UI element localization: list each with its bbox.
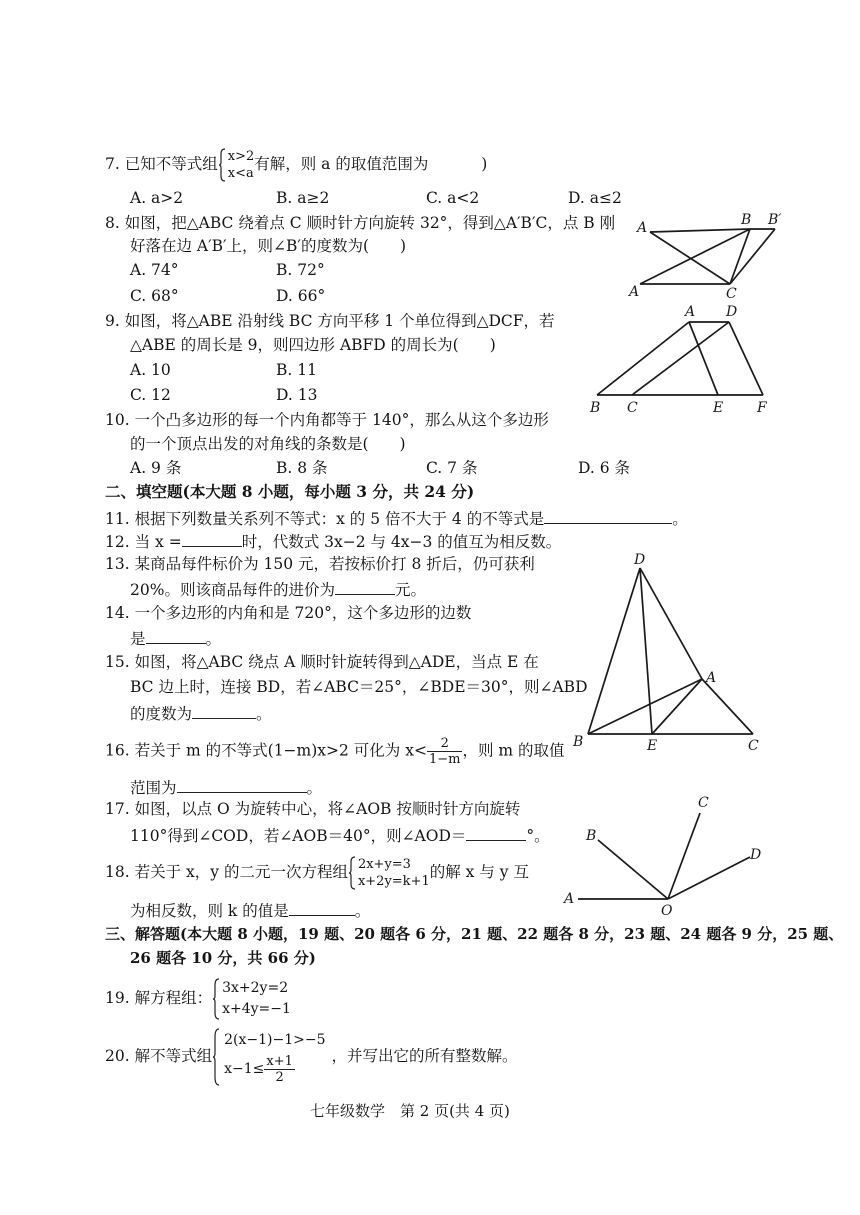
q11: 11. 根据下列数量关系列不等式：x 的 5 倍不大于 4 的不等式是 。 xyxy=(105,507,688,529)
q8-stem-line2: 好落在边 A′B′上，则∠B′的度数为( ) xyxy=(130,237,407,255)
q10-stem-line2: 的一个顶点出发的对角线的条数是( ) xyxy=(130,435,406,453)
q19: 19. 解方程组： 3x+2y=2 x+4y=−1 xyxy=(105,978,291,1020)
q7-system: x>2 x<a xyxy=(218,148,255,182)
q17-figure xyxy=(558,795,773,919)
q7-option-b: B. a≥2 xyxy=(276,189,330,207)
q8-option-a: A. 74° xyxy=(130,261,179,279)
q9-label-f: F xyxy=(757,400,767,416)
page-footer: 七年级数学 第 2 页(共 4 页) xyxy=(310,1102,510,1120)
q20-system: 2(x−1)−1>−5 x−1≤ $\frac{x+1}{2}$ xyxy=(212,1028,325,1086)
q8-label-a: A xyxy=(629,284,640,300)
q17-label-a: A xyxy=(564,891,575,907)
q16-line1: 16. 若关于 m 的不等式(1−m)x>2 可化为 x< $\frac{2}{1-m}$ ，则 m 的取值 xyxy=(105,736,565,767)
section-3-heading-line2: 26 题各 10 分，共 66 分) xyxy=(130,949,316,967)
q8-label-c: C xyxy=(726,286,737,302)
q18-system: 2x+y=3 x+2y=k+1 xyxy=(348,856,430,890)
q17-answer-blank[interactable] xyxy=(466,824,526,841)
q8-label-b-prime: B′ xyxy=(768,212,782,228)
q9-option-d: D. 13 xyxy=(276,386,318,404)
q10-option-d: D. 6 条 xyxy=(578,459,631,477)
q15-label-d: D xyxy=(634,552,646,568)
q16-answer-blank[interactable] xyxy=(177,776,307,793)
q20: 20. 解不等式组 2(x−1)−1>−5 x−1≤ $\frac{x+1}{2}$ ，并写出它的所有整数解。 xyxy=(105,1028,518,1086)
q14-line2: 是 。 xyxy=(130,627,221,649)
q15-label-c: C xyxy=(748,738,759,754)
q17-label-d: D xyxy=(750,847,762,863)
q13-answer-blank[interactable] xyxy=(335,578,395,595)
q8-label-a-prime: A xyxy=(637,220,648,236)
q9-option-b: B. 11 xyxy=(276,361,317,379)
q17-label-b: B xyxy=(586,828,597,844)
q15-line1: 15. 如图，将△ABC 绕点 A 顺时针旋转得到△ADE，当点 E 在 xyxy=(105,653,539,671)
q8-option-b: B. 72° xyxy=(276,261,325,279)
q16-line2: 范围为 。 xyxy=(130,776,322,798)
q20-fraction: $\frac{x+1}{2}$ xyxy=(266,1053,293,1085)
q15-label-b: B xyxy=(573,734,584,750)
q9-stem-line1: 9. 如图，将△ABE 沿射线 BC 方向平移 1 个单位得到△DCF，若 xyxy=(105,312,555,330)
q7-stem: 7. 已知不等式组 x>2 x<a 有解，则 a 的取值范围为 ) xyxy=(105,149,488,181)
q18-answer-blank[interactable] xyxy=(289,899,355,916)
q7-option-a: A. a>2 xyxy=(130,189,184,207)
q9-option-c: C. 12 xyxy=(130,386,171,404)
q9-label-c: C xyxy=(627,400,638,416)
q17-line1: 17. 如图，以点 O 为旋转中心，将∠AOB 按顺时针方向旋转 xyxy=(105,800,521,818)
q15-figure xyxy=(570,552,770,756)
q12: 12. 当 x = 时，代数式 3x−2 与 4x−3 的值互为相反数。 xyxy=(105,530,561,552)
q10-option-a: A. 9 条 xyxy=(130,459,182,477)
q15-line2: BC 边上时，连接 BD，若∠ABC＝25°，∠BDE＝30°，则∠ABD xyxy=(130,678,588,696)
q10-stem-line1: 10. 一个凸多边形的每一个内角都等于 140°，那么从这个多边形 xyxy=(105,411,549,429)
q9-label-b: B xyxy=(590,400,601,416)
q15-label-a: A xyxy=(706,670,717,686)
q8-stem-line1: 8. 如图，把△ABC 绕着点 C 顺时针方向旋转 32°，得到△A′B′C，点 B 刚 xyxy=(105,214,616,232)
q15-label-e: E xyxy=(647,738,658,754)
q13-line2: 20%。则该商品每件的进价为 元。 xyxy=(130,578,426,600)
q8-figure xyxy=(625,212,795,302)
q17-label-o: O xyxy=(661,903,673,919)
q12-answer-blank[interactable] xyxy=(182,530,242,547)
q19-system: 3x+2y=2 x+4y=−1 xyxy=(212,978,291,1020)
q16-fraction: $\frac{2}{1-m}$ xyxy=(428,736,461,767)
q9-figure xyxy=(585,304,785,418)
q15-answer-blank[interactable] xyxy=(192,702,256,719)
q7-number: 7. xyxy=(105,155,120,173)
q8-label-b: B xyxy=(741,212,752,228)
q7-option-d: D. a≤2 xyxy=(568,189,622,207)
q9-label-e: E xyxy=(713,400,724,416)
q15-line3: 的度数为 。 xyxy=(130,702,272,724)
q18-line1: 18. 若关于 x，y 的二元一次方程组 2x+y=3 x+2y=k+1 的解 x 与 y 互 xyxy=(105,857,529,889)
q9-label-a: A xyxy=(685,304,696,320)
q9-option-a: A. 10 xyxy=(130,361,171,379)
q7-option-c: C. a<2 xyxy=(426,189,480,207)
q9-stem-line2: △ABE 的周长是 9，则四边形 ABFD 的周长为( ) xyxy=(130,336,496,354)
section-3-heading-line1: 三、解答题(本大题 8 小题，19 题、20 题各 6 分，21 题、22 题各 8 分，23 题、24 题各 9 分，25 题、 xyxy=(105,925,844,943)
q10-option-b: B. 8 条 xyxy=(276,459,328,477)
q10-option-c: C. 7 条 xyxy=(426,459,478,477)
q8-option-c: C. 68° xyxy=(130,287,179,305)
q11-answer-blank[interactable] xyxy=(544,507,672,524)
q13-line1: 13. 某商品每件标价为 150 元，若按标价打 8 折后，仍可获利 xyxy=(105,555,535,573)
q9-label-d: D xyxy=(726,304,738,320)
q8-option-d: D. 66° xyxy=(276,287,326,305)
q17-line2: 110°得到∠COD，若∠AOB＝40°，则∠AOD＝ °。 xyxy=(130,824,550,846)
q18-line2: 为相反数，则 k 的值是 。 xyxy=(130,899,370,921)
section-2-heading: 二、填空题(本大题 8 小题，每小题 3 分，共 24 分) xyxy=(105,482,475,501)
q14-line1: 14. 一个多边形的内角和是 720°，这个多边形的边数 xyxy=(105,604,472,622)
q17-label-c: C xyxy=(698,795,709,811)
q14-answer-blank[interactable] xyxy=(146,627,206,644)
